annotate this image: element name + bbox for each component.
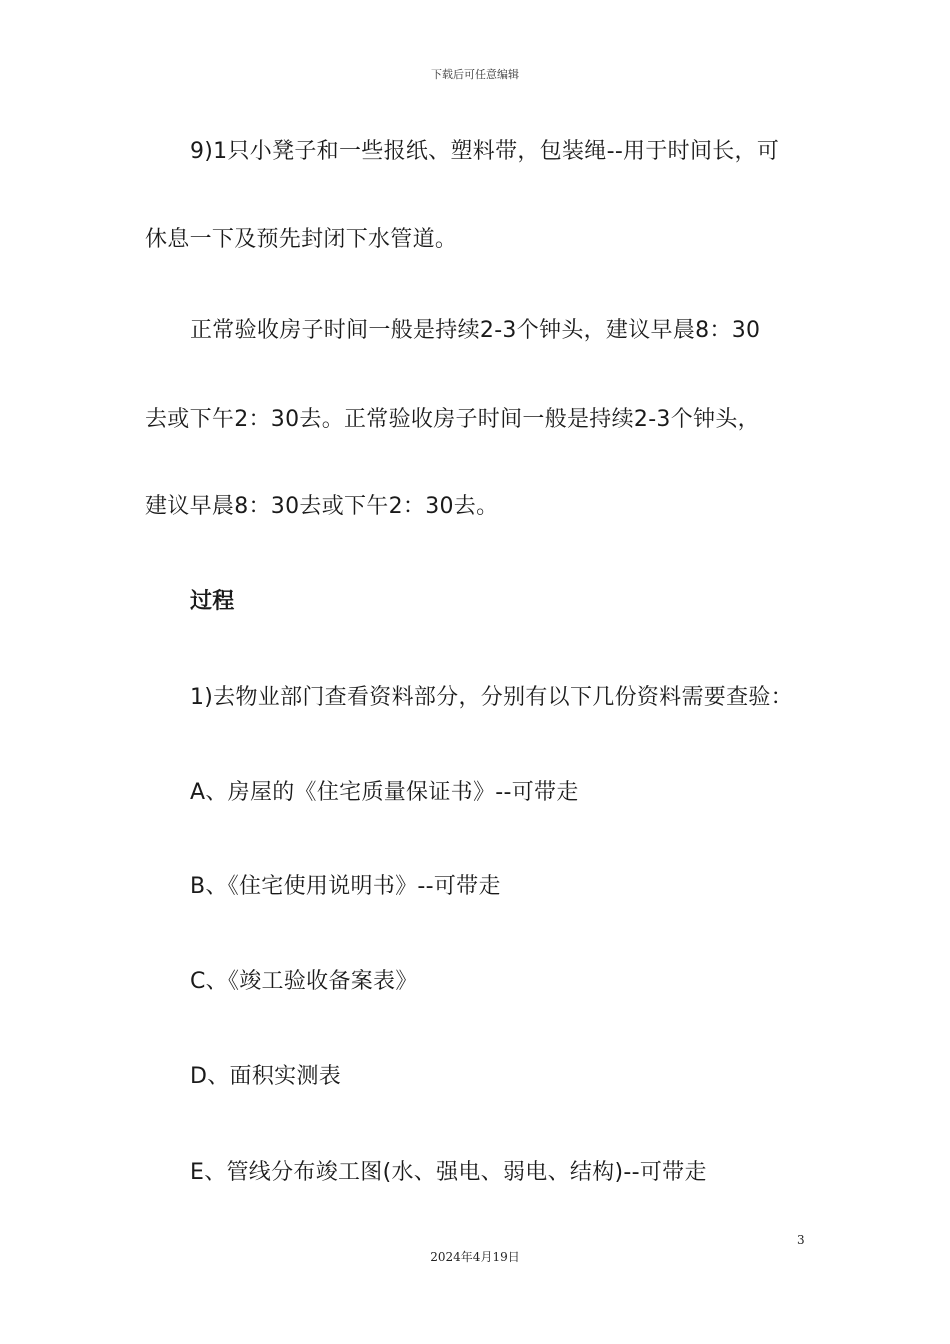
list-item: E、管线分布竣工图(水、强电、弱电、结构)--可带走 bbox=[190, 1160, 707, 1185]
paragraph-line: 正常验收房子时间一般是持续2-3个钟头，建议早晨8：30 bbox=[190, 318, 761, 343]
paragraph-line: 建议早晨8：30去或下午2：30去。 bbox=[145, 494, 499, 519]
page-header: 下载后可任意编辑 bbox=[431, 68, 519, 81]
paragraph-line: 9)1只小凳子和一些报纸、塑料带，包装绳--用于时间长，可 bbox=[190, 139, 780, 164]
section-heading: 过程 bbox=[190, 589, 235, 614]
list-item: A、房屋的《住宅质量保证书》--可带走 bbox=[190, 780, 579, 805]
list-item: B、《住宅使用说明书》--可带走 bbox=[190, 874, 501, 899]
paragraph-line: 去或下午2：30去。正常验收房子时间一般是持续2-3个钟头， bbox=[145, 407, 760, 432]
list-item: C、《竣工验收备案表》 bbox=[190, 969, 418, 994]
paragraph-line: 休息一下及预先封闭下水管道。 bbox=[145, 227, 458, 252]
page-number: 3 bbox=[797, 1233, 805, 1247]
paragraph-line: 1)去物业部门查看资料部分，分别有以下几份资料需要查验： bbox=[190, 685, 793, 710]
list-item: D、面积实测表 bbox=[190, 1064, 342, 1089]
footer-date: 2024年4月19日 bbox=[430, 1250, 520, 1264]
